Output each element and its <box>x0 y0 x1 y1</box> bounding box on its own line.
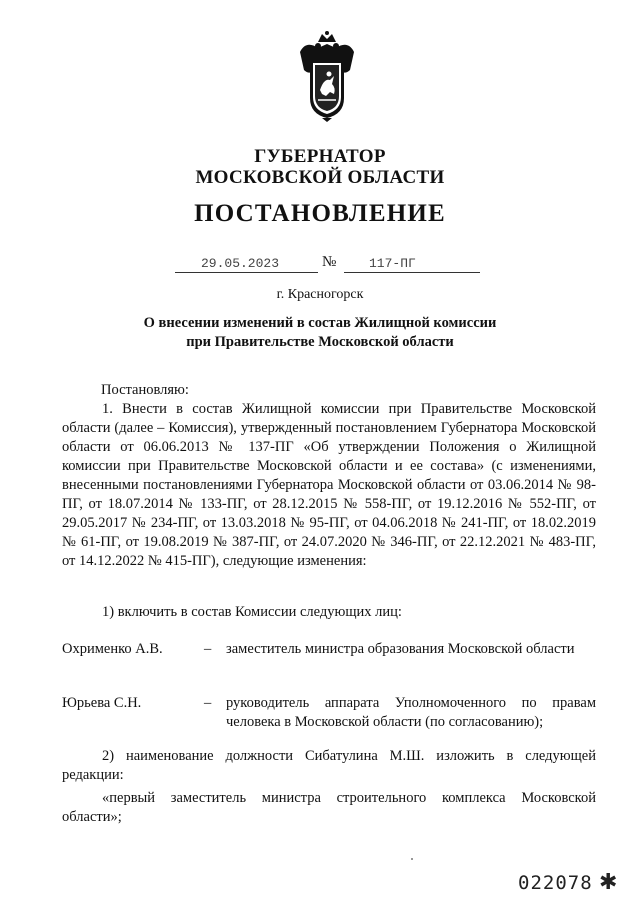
number-sign: № <box>322 254 337 270</box>
subject-line2: при Правительстве Московской области <box>186 334 454 350</box>
issuer-title-line2: МОСКОВСКОЙ ОБЛАСТИ <box>195 167 445 188</box>
member-dash: – <box>204 641 212 657</box>
asterisk-mark: ✱ <box>599 870 618 895</box>
intro-text: Постановляю: <box>101 382 189 398</box>
subject-heading <box>0 314 640 352</box>
form-serial-number: 022078 <box>518 872 593 894</box>
document-number: 117-ПГ <box>369 256 416 271</box>
member-position: заместитель министра образования Московской области <box>226 641 575 657</box>
paragraph-1: 1. Внести в состав Жилищной комиссии при Правительстве Московской области (далее – Комиссия), утвержденный постановлением Губернатора Московской области от 06.06.2013 № 137-ПГ «Об утверждении Положения о Жилищной комиссии при Правительстве Московской области и ее состава» (с изменениями, внесенными постановлениями Губернатора Московской области от 03.06.2014 № 98-ПГ, от 18.07.2014 № 133-ПГ, от 28.12.2015 № 558-ПГ, от 19.12.2016 № 552-ПГ, от 29.05.2017 № 234-ПГ, от 13.03.2018 № 95-ПГ, от 04.06.2018 № 241-ПГ, от 18.02.2019 № 61-ПГ, от 19.08.2019 № 387-ПГ, от 24.07.2020 № 346-ПГ, от 22.12.2021 № 483-ПГ, от 14.12.2022 № 415-ПГ), следующие изменения: <box>62 401 596 569</box>
document-type-title: ПОСТАНОВЛЕНИЕ <box>194 200 446 227</box>
member-name: Юрьева С.Н. <box>62 695 142 711</box>
number-underline <box>344 272 480 273</box>
coat-of-arms-emblem <box>296 30 358 122</box>
paragraph-3: «первый заместитель министра строительного комплекса Московской области»; <box>62 790 596 825</box>
subject-line1: О внесении изменений в состав Жилищной комиссии <box>143 315 497 331</box>
document-date: 29.05.2023 <box>201 256 280 271</box>
scan-speck <box>411 858 413 860</box>
paragraph-2: 2) наименование должности Сибатулина М.Ш. изложить в следующей редакции: <box>62 748 596 783</box>
member-dash: – <box>204 695 212 711</box>
paragraph-1-1: 1) включить в состав Комиссии следующих лиц: <box>102 604 402 620</box>
issuer-title-line1: ГУБЕРНАТОР <box>254 146 386 167</box>
member-name: Охрименко А.В. <box>62 641 163 657</box>
member-position: руководитель аппарата Уполномоченного по правам человека в Московской области (по согласованию); <box>226 695 596 730</box>
city-line: г. Красногорск <box>276 287 364 302</box>
date-underline <box>175 272 318 273</box>
